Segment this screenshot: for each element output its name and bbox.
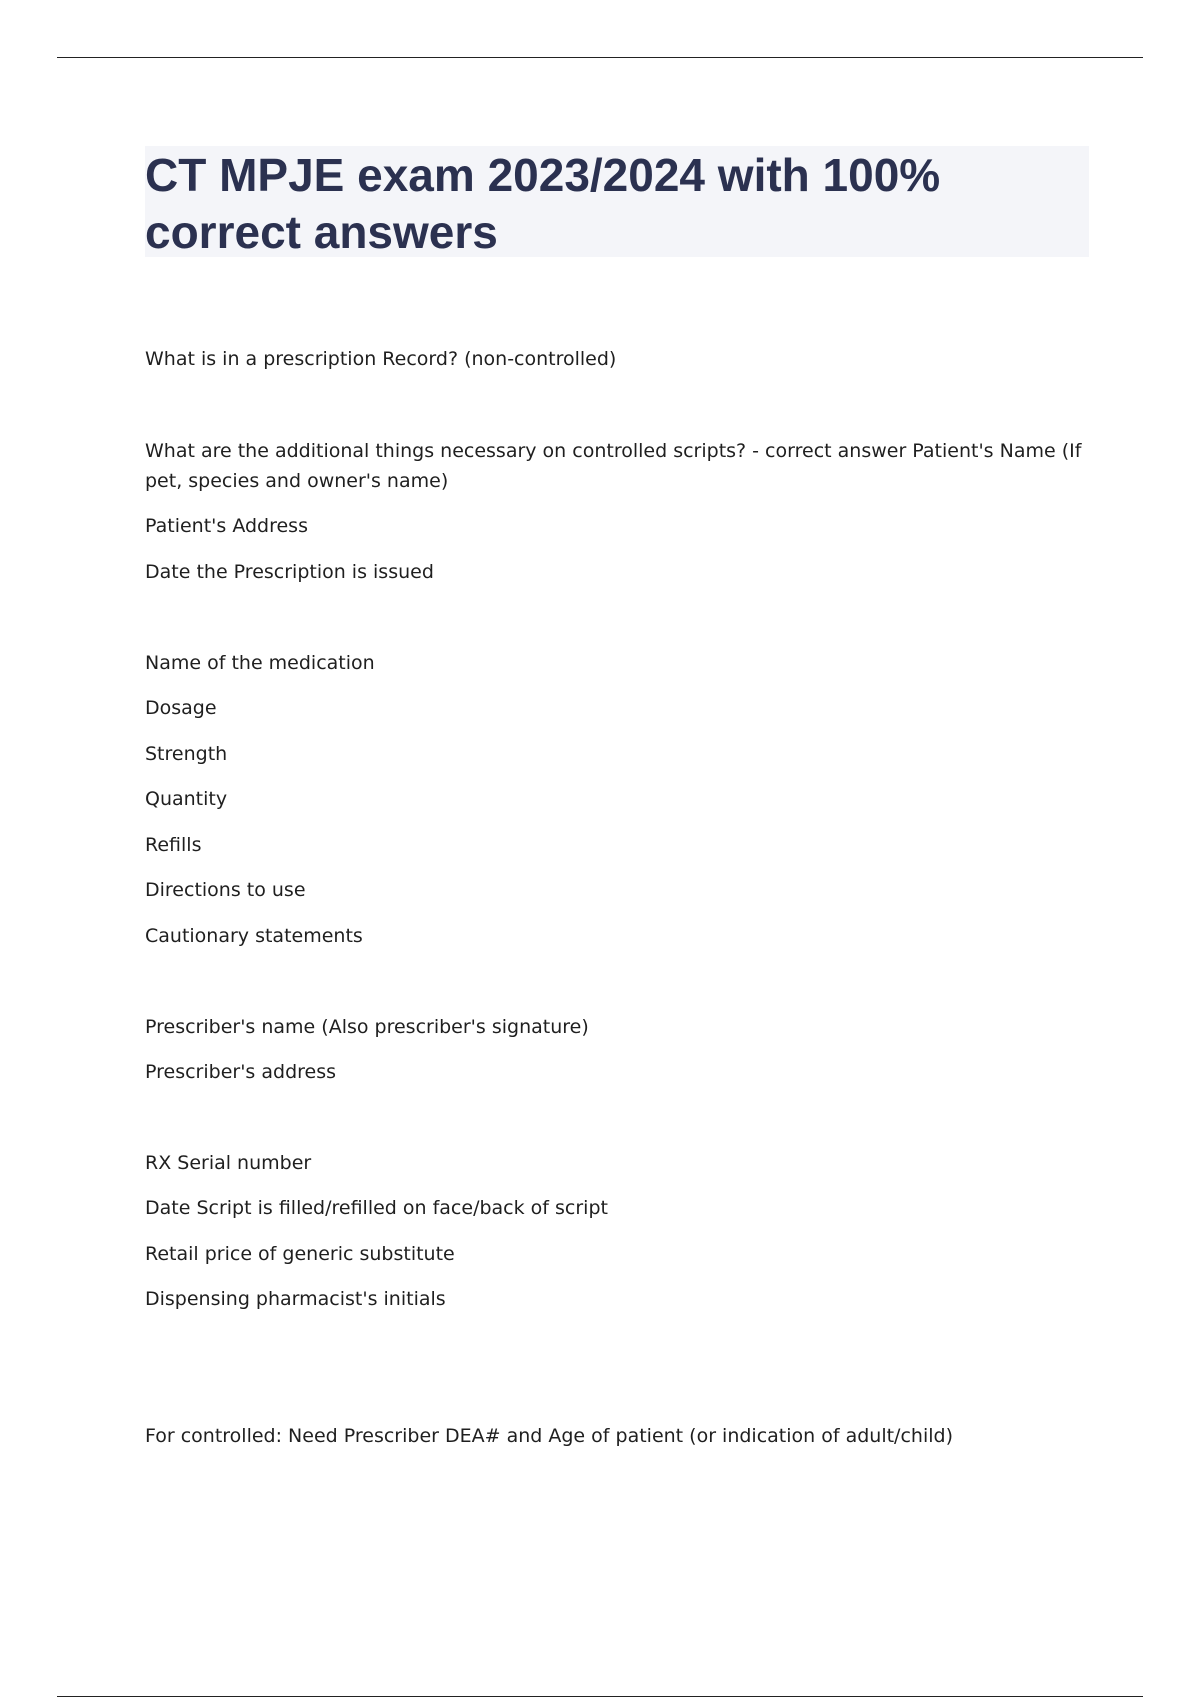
list-item: Dosage: [145, 697, 217, 719]
list-item: Prescriber's name (Also prescriber's signature): [145, 1016, 589, 1038]
list-item: Date the Prescription is issued: [145, 561, 434, 583]
list-item: Name of the medication: [145, 652, 375, 674]
list-item: Prescriber's address: [145, 1061, 337, 1083]
list-item: Quantity: [145, 788, 228, 810]
question-text: What is in a prescription Record? (non-controlled): [145, 348, 617, 370]
bottom-rule: [57, 1696, 1143, 1697]
list-item: Patient's Address: [145, 515, 308, 537]
list-item: Date Script is filled/refilled on face/back of script: [145, 1197, 608, 1219]
list-item: RX Serial number: [145, 1152, 312, 1174]
list-item: Dispensing pharmacist's initials: [145, 1288, 446, 1310]
list-item: Retail price of generic substitute: [145, 1243, 455, 1265]
top-rule: [57, 57, 1143, 58]
question-answer-text: What are the additional things necessary on controlled scripts? - correct answer Patient's Name (If pet, species and owner's name): [145, 440, 1082, 492]
document-title: CT MPJE exam 2023/2024 with 100% correct answers: [145, 149, 941, 258]
list-item: Refills: [145, 834, 202, 856]
footer-note: For controlled: Need Prescriber DEA# and Age of patient (or indication of adult/child): [145, 1425, 953, 1447]
title-block: [145, 146, 1089, 257]
list-item: Cautionary statements: [145, 925, 363, 947]
list-item: Directions to use: [145, 879, 306, 901]
list-item: Strength: [145, 743, 228, 765]
